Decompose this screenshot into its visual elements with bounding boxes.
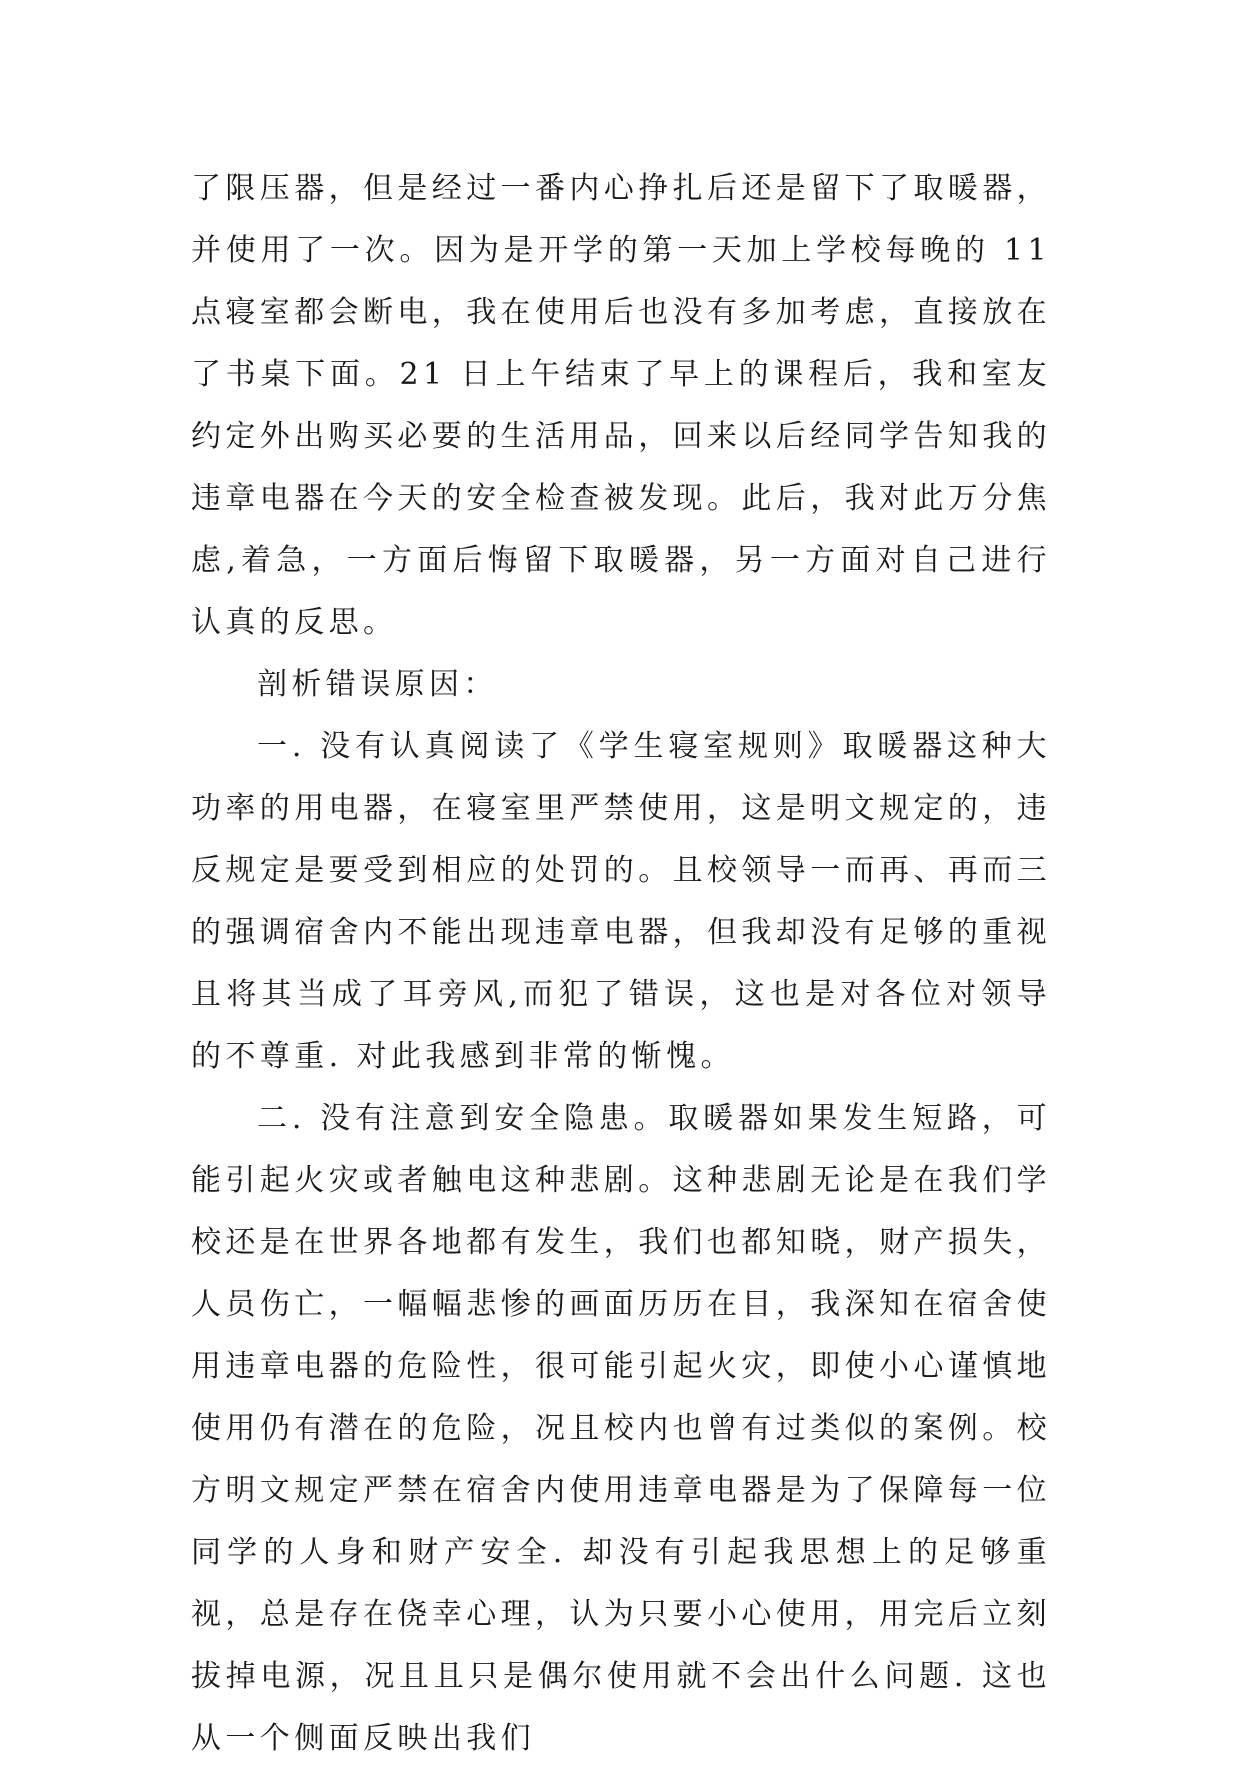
paragraph-narrative: 了限压器，但是经过一番内心挣扎后还是留下了取暖器，并使用了一次。因为是开学的第一天加上学校每晚的 11 点寝室都会断电，我在使用后也没有多加考虑，直接放在了书桌下面。21 日上午结束了早上的课程后，我和室友约定外出购买必要的生活用品，回来以后经同学告知我的违章电器在今天的安全检查被发现。此后，我对此万分焦虑,着急，一方面后悔留下取暖器，另一方面对自己进行认真的反思。 [191, 171, 1051, 640]
paragraph-analysis-heading: 剖析错误原因： [257, 667, 498, 702]
paragraph-reason-one: 一. 没有认真阅读了《学生寝室规则》取暖器这种大功率的用电器，在寝室里严禁使用，这是明文规定的，违反规定是要受到相应的处罚的。且校领导一而再、再而三的强调宿舍内不能出现违章电器，但我却没有足够的重视且将其当成了耳旁风,而犯了错误，这也是对各位对领导的不尊重. 对此我感到非常的惭愧。 [191, 729, 1051, 1074]
paragraph-reason-two: 二. 没有注意到安全隐患。取暖器如果发生短路，可能引起火灾或者触电这种悲剧。这种悲剧无论是在我们学校还是在世界各地都有发生，我们也都知晓，财产损失，人员伤亡，一幅幅悲惨的画面历历在目，我深知在宿舍使用违章电器的危险性，很可能引起火灾，即使小心谨慎地使用仍有潜在的危险，况且校内也曾有过类似的案例。校方明文规定严禁在宿舍内使用违章电器是为了保障每一位同学的人身和财产安全. 却没有引起我思想上的足够重视，总是存在侥幸心理，认为只要小心使用，用完后立刻拔掉电源，况且且只是偶尔使用就不会出什么问题. 这也从一个侧面反映出我们 [191, 1101, 1051, 1756]
document-body [191, 158, 1051, 1770]
